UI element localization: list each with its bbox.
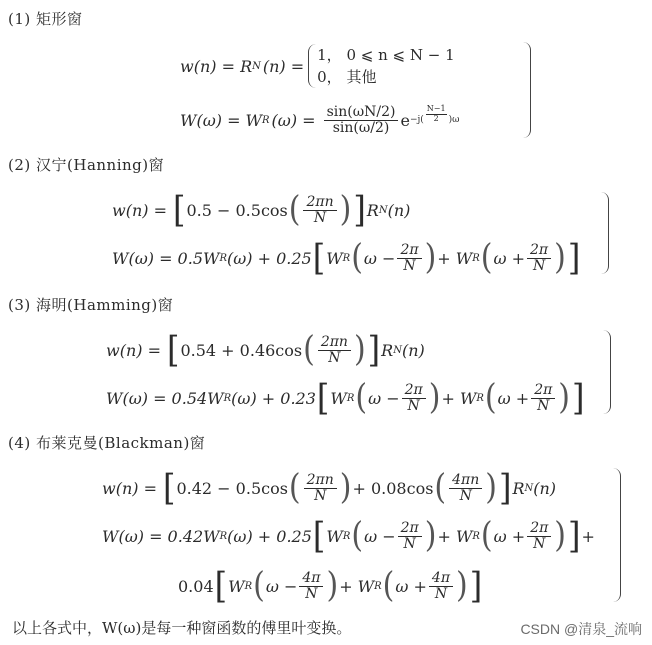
hamming-w-a: 0.54 + 0.46cos — [180, 340, 303, 360]
hanning-W-fraction2 — [527, 243, 551, 273]
blackman-W-paren1-open: ( — [351, 515, 364, 556]
rect-sub-r: R — [262, 114, 270, 126]
rect-W-equation — [180, 100, 459, 140]
hanning-w-tail-sub: N — [378, 204, 388, 216]
hanning-w-frac-den: N — [313, 209, 327, 226]
hanning-W-close-bracket: ] — [567, 237, 581, 279]
heading-hamming-window: (3) 海明(Hamming)窗 — [8, 296, 174, 314]
hanning-w-tail-b: (n) — [387, 200, 411, 220]
hamming-W-paren1-close: ) — [428, 377, 441, 418]
rect-exp-fraction — [426, 105, 447, 123]
hanning-w-a: 0.5 − 0.5cos — [186, 200, 288, 220]
hamming-W-r1: W — [330, 388, 347, 408]
rect-frac-den: sin(ω/2) — [332, 119, 390, 136]
hanning-W-r1: W — [326, 248, 343, 268]
blackman-paren2-open: ( — [434, 467, 447, 508]
hamming-close-bracket: ] — [367, 329, 381, 371]
rect-frac-num: sin(ωN/2) — [324, 105, 399, 121]
blackman-W-f1-den: N — [403, 535, 416, 552]
hanning-W-paren2-open: ( — [480, 237, 493, 278]
hanning-W-f1-den: N — [403, 257, 416, 274]
heading-hanning-window: (2) 汉宁(Hanning)窗 — [8, 156, 165, 174]
hanning-right-brace — [598, 192, 609, 274]
hamming-W-f1-num: 2π — [402, 383, 426, 399]
blackman-W-f1-num: 2π — [398, 521, 422, 537]
blackman-W-f2-den: N — [533, 535, 546, 552]
blackman-w-tail-sub: N — [524, 482, 534, 494]
hanning-w-lhs: w(n) = — [112, 200, 167, 220]
rect-cases — [308, 44, 455, 88]
rect-right-brace — [520, 42, 531, 138]
hamming-close-paren: ) — [353, 329, 366, 370]
hanning-W-r1b: ω − — [363, 248, 396, 268]
hanning-W-sub: R — [219, 252, 227, 264]
hamming-w-fraction — [318, 335, 351, 365]
hamming-w-equation — [106, 328, 425, 372]
hanning-w-frac-num: 2πn — [303, 195, 336, 211]
blackman-l3-open-bracket: [ — [214, 565, 228, 607]
hamming-w-tail: R — [381, 340, 394, 360]
rect-exp-base: e — [400, 110, 410, 130]
hamming-W-open-bracket: [ — [316, 377, 330, 419]
hamming-W-r1b: ω − — [368, 388, 400, 408]
footer-note: 以上各式中，W(ω)是每一种窗函数的傅里叶变换。 — [12, 619, 352, 637]
hamming-W-plus: + W — [441, 388, 477, 408]
blackman-l3-f2-den: N — [434, 585, 448, 602]
blackman-right-brace — [610, 468, 621, 602]
rect-case-2: 0， 其他 — [317, 68, 377, 86]
blackman-W-equation: W(ω) = 0.42W R (ω) + 0.25 [ W R ( ω − $\frac{2\pi}{N}$ ) + W R ( ω + $\frac{2\pi}{N}$ ) ] + — [102, 515, 595, 557]
rect-w-lhs: w(n) = R — [180, 56, 253, 76]
blackman-l3-f1-num: 4π — [299, 571, 323, 587]
hanning-W-paren2-close: ) — [554, 237, 566, 278]
hanning-W-open-bracket: [ — [312, 237, 326, 279]
hamming-W-lhs: W(ω) = 0.54W — [106, 388, 224, 408]
rect-fraction — [324, 105, 399, 135]
blackman-w-a: 0.42 − 0.5cos — [176, 478, 288, 498]
rect-w-lhs-b: (n) = — [262, 56, 305, 76]
blackman-l3-paren1-open: ( — [253, 565, 265, 606]
blackman-W-fraction1 — [398, 521, 422, 551]
hamming-W-fraction2 — [531, 383, 555, 413]
blackman-l3-f2-num: 4π — [429, 571, 453, 587]
blackman-W-plus: + W — [437, 526, 473, 546]
blackman-paren2-close: ) — [485, 467, 497, 508]
hamming-right-brace — [600, 330, 611, 414]
blackman-w-lhs: w(n) = — [102, 478, 157, 498]
hanning-W-f2-den: N — [532, 257, 546, 274]
hanning-W-paren1-close: ) — [424, 237, 437, 278]
hanning-open-bracket: [ — [172, 189, 186, 231]
hamming-W-sub: R — [223, 392, 232, 404]
blackman-w-f2-num: 4πn — [449, 473, 482, 489]
blackman-l3-r2b: ω + — [395, 576, 427, 596]
blackman-l3-a: 0.04 — [178, 576, 214, 596]
blackman-W-fraction2 — [527, 521, 551, 551]
rect-exp-post: )ω — [448, 115, 460, 125]
hanning-W-paren1-open: ( — [351, 237, 363, 278]
blackman-W-close-bracket: ] — [568, 515, 581, 557]
blackman-l3-paren2-open: ( — [382, 565, 395, 606]
hamming-W-fraction1 — [402, 383, 426, 413]
blackman-l3-fraction1 — [299, 571, 323, 601]
rect-case-1: 1， 0 ⩽ n ⩽ N − 1 — [317, 46, 455, 64]
hamming-W-r2b: ω + — [497, 388, 530, 408]
hamming-W-paren2-close: ) — [558, 377, 571, 418]
blackman-l3-paren1-close: ) — [326, 565, 339, 606]
blackman-W-line3: 0.04 [ W R ( ω − $\frac{4\pi}{N}$ ) + W R ( ω + $\frac{4\pi}{N}$ ) ] — [178, 565, 483, 607]
blackman-paren1-open: ( — [288, 467, 301, 508]
rect-sub-n: N — [252, 60, 261, 72]
blackman-paren1-close: ) — [339, 467, 352, 508]
hanning-W-fraction1 — [397, 243, 421, 273]
rect-exp-pre: −j( — [409, 115, 424, 125]
hanning-W-f2-num: 2π — [527, 243, 551, 259]
blackman-w-equation — [102, 466, 556, 510]
hamming-w-tail-b: (n) — [401, 340, 425, 360]
blackman-w-b: + 0.08cos — [352, 478, 434, 498]
hamming-W-f2-num: 2π — [531, 383, 555, 399]
blackman-W-lhs: W(ω) = 0.42W — [102, 526, 220, 546]
hanning-open-paren: ( — [288, 189, 301, 230]
blackman-close-bracket: ] — [498, 467, 512, 509]
blackman-W-paren2-close: ) — [554, 515, 567, 556]
blackman-w-f1-den: N — [314, 487, 327, 504]
hamming-w-frac-num: 2πn — [318, 335, 351, 351]
hanning-w-equation — [112, 188, 410, 232]
rect-exp-num: N−1 — [426, 104, 446, 114]
hamming-w-frac-den: N — [328, 349, 341, 366]
hanning-close-paren: ) — [339, 189, 352, 230]
rect-exp-den: 2 — [433, 113, 439, 123]
blackman-l3-plus: + W — [339, 576, 375, 596]
blackman-W-mid: (ω) + 0.25 — [227, 526, 312, 546]
blackman-W-trail-plus: + — [581, 526, 595, 546]
blackman-l3-f1-den: N — [305, 585, 318, 602]
blackman-W-r2b: ω + — [493, 526, 526, 546]
blackman-W-paren2-open: ( — [480, 515, 493, 556]
blackman-w-f2-den: N — [459, 487, 472, 504]
hanning-close-bracket: ] — [353, 189, 366, 231]
heading-rectangular-window: (1) 矩形窗 — [8, 10, 83, 28]
rect-W-lhs: W(ω) = W — [180, 110, 262, 130]
blackman-W-paren1-close: ) — [424, 515, 437, 556]
blackman-W-sub: R — [219, 530, 228, 542]
blackman-open-bracket: [ — [162, 467, 176, 509]
watermark: CSDN @清泉_流响 — [520, 621, 642, 637]
blackman-w-fraction2 — [449, 473, 482, 503]
hamming-open-paren: ( — [303, 329, 315, 370]
hanning-W-r2b: ω + — [493, 248, 526, 268]
hamming-W-paren2-open: ( — [484, 377, 497, 418]
hanning-W-plus: + W — [437, 248, 473, 268]
hamming-W-paren1-open: ( — [355, 377, 368, 418]
heading-blackman-window: (4) 布莱克曼(Blackman)窗 — [8, 434, 206, 452]
hamming-w-lhs: w(n) = — [106, 340, 161, 360]
blackman-w-f1-num: 2πn — [304, 473, 337, 489]
hanning-W-lhs: W(ω) = 0.5W — [112, 248, 220, 268]
blackman-l3-r1b: ω − — [265, 576, 298, 596]
blackman-w-tail: R — [512, 478, 525, 498]
hamming-W-close-bracket: ] — [572, 377, 585, 419]
hamming-w-tail-sub: N — [393, 344, 402, 356]
rect-W-lhs-b: (ω) = — [271, 110, 316, 130]
blackman-w-fraction1 — [304, 473, 337, 503]
blackman-l3-paren2-close: ) — [456, 565, 468, 606]
blackman-l3-close-bracket: ] — [469, 565, 483, 607]
blackman-w-tail-b: (n) — [533, 478, 557, 498]
hamming-open-bracket: [ — [166, 329, 180, 371]
blackman-W-r1b: ω − — [364, 526, 396, 546]
hanning-w-tail: R — [366, 200, 379, 220]
blackman-l3-fraction2 — [429, 571, 453, 601]
hamming-W-f1-den: N — [407, 397, 420, 414]
hanning-w-fraction — [303, 195, 336, 225]
hanning-W-mid: (ω) + 0.25 — [226, 248, 312, 268]
rect-w-equation — [180, 40, 455, 92]
hamming-W-mid: (ω) + 0.23 — [231, 388, 316, 408]
blackman-l3-W: W — [228, 576, 245, 596]
hanning-W-equation: W(ω) = 0.5W R (ω) + 0.25 [ W R ( ω − $\frac{2\pi}{N}$ ) + W R ( ω + $\frac{2\pi}{N}$ ) ] — [112, 237, 581, 279]
blackman-W-r1: W — [326, 526, 343, 546]
hanning-W-f1-num: 2π — [397, 243, 421, 259]
hamming-W-f2-den: N — [537, 397, 550, 414]
blackman-W-f2-num: 2π — [527, 521, 551, 537]
hamming-W-equation: W(ω) = 0.54W R (ω) + 0.23 [ W R ( ω − $\frac{2\pi}{N}$ ) + W R ( ω + $\frac{2\pi}{N}$ ) ] — [106, 377, 585, 419]
blackman-W-open-bracket: [ — [312, 515, 326, 557]
